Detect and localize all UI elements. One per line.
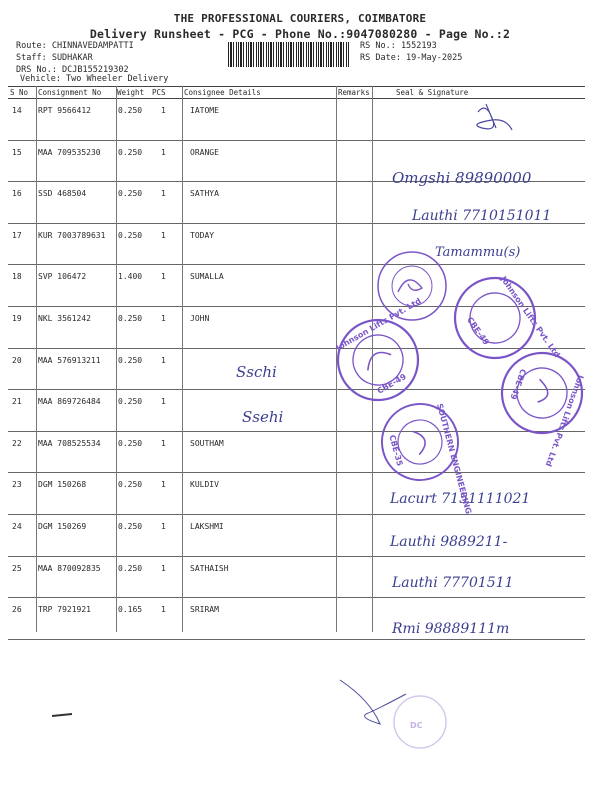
row-pcs: 1	[161, 521, 166, 531]
handwriting-signature: Sschi	[236, 363, 277, 381]
column-divider	[336, 86, 337, 632]
row-consignment: MAA 709535230	[38, 147, 101, 157]
row-weight: 0.250	[118, 355, 143, 365]
row-pcs: 1	[161, 313, 166, 323]
row-pcs: 1	[161, 438, 166, 448]
col-pcs: PCS	[152, 88, 166, 97]
barcode	[228, 42, 350, 67]
column-divider	[116, 86, 117, 632]
table-row	[8, 265, 585, 307]
row-sno: 20	[12, 355, 22, 365]
row-consignee: SUMALLA	[190, 272, 224, 282]
runsheet-title: Delivery Runsheet - PCG - Phone No.:9047080280 - Page No.:2	[89, 27, 511, 41]
column-divider	[182, 86, 183, 632]
table-body	[8, 99, 585, 640]
table-row	[8, 141, 585, 183]
row-sno: 22	[12, 438, 22, 448]
col-remarks: Remarks	[338, 88, 370, 97]
row-pcs: 1	[161, 147, 166, 157]
row-consignment: KUR 7003789631	[38, 230, 106, 240]
row-consignment: TRP 7921921	[38, 605, 91, 615]
handwriting-signature: Lauthi 7710151011	[412, 208, 552, 224]
handwriting-signature: Lacurt 7151111021	[390, 491, 531, 507]
row-weight: 0.250	[118, 438, 143, 448]
row-consignee: LAKSHMI	[190, 521, 224, 531]
row-pcs: 1	[161, 106, 166, 115]
handwriting-signature: Omgshi 89890000	[392, 169, 532, 187]
row-consignment: DGM 150268	[38, 480, 87, 490]
row-consignment: DGM 150269	[38, 521, 87, 531]
table-row	[8, 182, 585, 224]
table-row	[8, 99, 585, 141]
handwriting-signature: Ssehi	[242, 408, 284, 426]
table-row	[8, 349, 585, 391]
row-pcs: 1	[161, 480, 166, 490]
row-weight: 0.250	[118, 147, 143, 157]
row-pcs: 1	[161, 272, 166, 282]
row-pcs: 1	[161, 189, 166, 199]
row-weight: 0.250	[118, 480, 143, 490]
row-consignee: ORANGE	[190, 147, 219, 157]
row-weight: 0.250	[118, 189, 143, 199]
svg-text:CBE-49: CBE-49	[508, 367, 528, 401]
row-sno: 18	[12, 272, 22, 282]
row-consignment: MAA 576913211	[38, 355, 101, 365]
svg-text:Johnson Lifts Pvt. Ltd: Johnson Lifts Pvt. Ltd	[543, 373, 586, 468]
row-consignee: SATHYA	[190, 189, 219, 199]
handwriting-signature: Rmi 98889111m	[392, 621, 510, 637]
col-seal-signature: Seal & Signature	[396, 88, 469, 97]
vehicle-label: Vehicle: Two Wheeler Delivery	[20, 74, 169, 84]
row-consignment: NKL 3561242	[38, 313, 91, 323]
signature-scribble	[340, 680, 406, 724]
row-pcs: 1	[161, 355, 166, 365]
row-weight: 0.165	[118, 605, 143, 615]
rs-number: RS No.: 1552193	[360, 41, 437, 51]
row-sno: 15	[12, 147, 22, 157]
column-divider	[36, 86, 37, 632]
row-consignment: MAA 869726484	[38, 397, 101, 407]
row-sno: 16	[12, 189, 22, 199]
row-consignment: MAA 870092835	[38, 563, 101, 573]
col-consignee: Consignee Details	[184, 88, 261, 97]
drs-label: DRS No.: DCJB155219302	[16, 65, 129, 75]
row-weight: 0.250	[118, 106, 143, 115]
faint-stamp	[394, 696, 446, 748]
table-header	[8, 87, 585, 99]
row-consignee: SATHAISH	[190, 563, 229, 573]
svg-text:DC: DC	[410, 721, 423, 730]
row-sno: 19	[12, 313, 22, 323]
row-consignment: MAA 708525534	[38, 438, 101, 448]
column-divider	[372, 86, 373, 632]
row-sno: 23	[12, 480, 22, 490]
row-sno: 24	[12, 521, 22, 531]
delivery-table	[8, 86, 585, 640]
table-row	[8, 224, 585, 266]
route-label: Route: CHINNAVEDAMPATTI	[16, 41, 134, 51]
row-weight: 0.250	[118, 521, 143, 531]
svg-text:Johnson Lifts Pvt. Ltd: Johnson Lifts Pvt. Ltd	[334, 296, 423, 353]
col-sno: S No	[10, 88, 29, 97]
row-weight: 0.250	[118, 313, 143, 323]
table-row	[8, 515, 585, 557]
company-title: THE PROFESSIONAL COURIERS, COIMBATORE	[173, 12, 427, 25]
row-consignee: SOUTHAM	[190, 438, 224, 448]
svg-text:CBE-35: CBE-35	[387, 433, 405, 468]
table-row	[8, 390, 585, 432]
row-weight: 1.400	[118, 272, 143, 282]
handwriting-signature: Lauthi 9889211-	[390, 534, 508, 550]
row-consignee: SRIRAM	[190, 605, 219, 615]
row-consignment: SVP 106472	[38, 272, 87, 282]
rs-date: RS Date: 19-May-2025	[360, 53, 463, 63]
col-consignment: Consignment No	[38, 88, 102, 97]
row-sno: 26	[12, 605, 22, 615]
row-sno: 21	[12, 397, 22, 407]
col-weight: Weight	[117, 88, 145, 97]
table-row	[8, 307, 585, 349]
row-consignee: IATOME	[190, 106, 219, 115]
row-weight: 0.250	[118, 230, 143, 240]
svg-text:Johnson Lifts Pvt. Ltd: Johnson Lifts Pvt. Ltd	[498, 274, 562, 360]
staff-label: Staff: SUDHAKAR	[16, 53, 93, 63]
row-consignment: RPT 9566412	[38, 106, 91, 115]
row-pcs: 1	[161, 230, 166, 240]
row-pcs: 1	[161, 563, 166, 573]
row-weight: 0.250	[118, 563, 143, 573]
handwriting-signature: Lauthi 77701511	[392, 575, 514, 591]
row-consignee: TODAY	[190, 230, 215, 240]
svg-text:CBE-49: CBE-49	[465, 315, 491, 347]
row-consignee: JOHN	[190, 313, 210, 323]
row-weight: 0.250	[118, 397, 143, 407]
row-pcs: 1	[161, 397, 166, 407]
row-pcs: 1	[161, 605, 166, 615]
ink-mark	[52, 714, 72, 716]
handwriting-signature: Tamammu(s)	[435, 245, 521, 260]
table-row	[8, 473, 585, 515]
row-sno: 17	[12, 230, 22, 240]
svg-text:SOUTHERN ENGINEERING: SOUTHERN ENGINEERING	[434, 402, 474, 516]
table-row	[8, 598, 585, 640]
row-consignee: KULDIV	[190, 480, 219, 490]
row-sno: 14	[12, 106, 22, 115]
table-row	[8, 432, 585, 474]
row-consignment: SSD 468504	[38, 189, 87, 199]
svg-text:CBE-49: CBE-49	[375, 371, 408, 396]
table-row	[8, 557, 585, 599]
row-sno: 25	[12, 563, 22, 573]
